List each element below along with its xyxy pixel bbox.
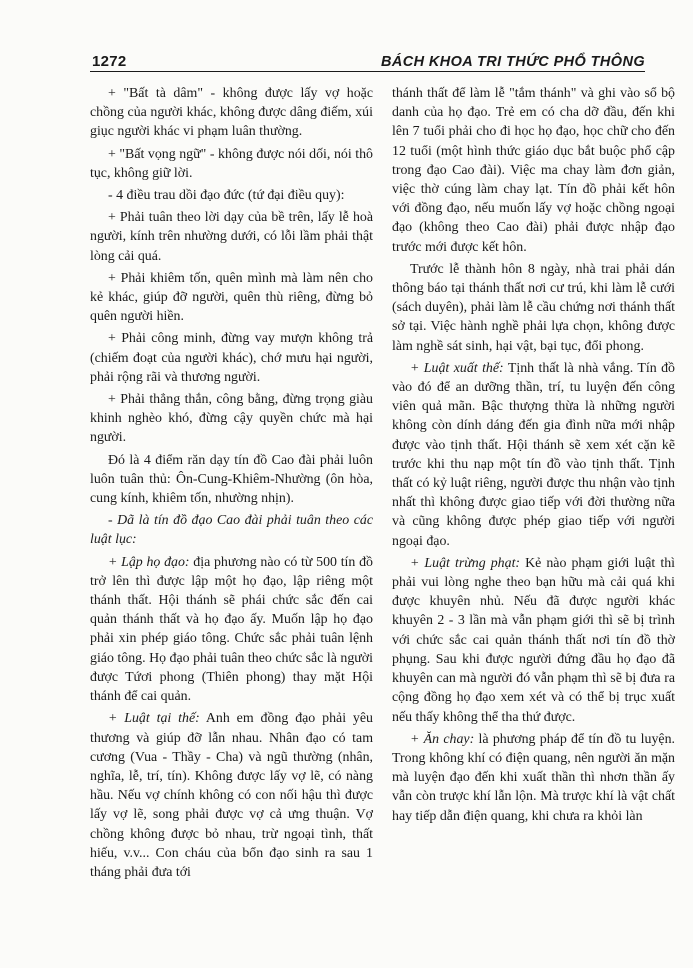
paragraph: + Phải tuân theo lời dạy của bề trên, lấy lễ hoà người, kính trên nhường dưới, có lỗi lầm phải thật lòng cải quá. bbox=[90, 210, 373, 264]
paragraph: + Phải thẳng thắn, công bằng, đừng trọng giàu khinh nghèo khó, đừng cậy quyền chức mà hại người. bbox=[90, 392, 373, 446]
left-column bbox=[90, 84, 373, 885]
paragraph: + Phải khiêm tốn, quên mình mà làm nên cho kẻ khác, giúp đỡ người, quên thù riêng, đừng bỏ quên người hiền. bbox=[90, 270, 373, 325]
paragraph: + "Bất vọng ngữ" - không được nói dối, nói thô tục, không giữ lời. bbox=[90, 146, 373, 181]
page-number: 1272 bbox=[92, 53, 127, 70]
header-rule bbox=[90, 71, 645, 72]
paragraph: thánh thất để làm lễ "tắm thánh" và ghi vào sổ bộ danh của họ đạo. Trẻ em có cha dỡ đầu, đến khi lên 7 tuổi phải cho đi học họ đạo, học chữ cho đến 12 tuổi (một hình thức giáo dục bắt buộc phổ cập trong đạo Cao đài). Việc ma chay làm đơn giản, việc thờ cúng làm chay lạt. Tín đồ phải kết hôn với đồng đạo, nếu muốn lấy vợ hoặc chồng ngoại đạo (không theo Cao đài) phải được nhập đạo trước mới được kết hôn. bbox=[392, 86, 675, 255]
running-title: BÁCH KHOA TRI THỨC PHỔ THÔNG bbox=[380, 54, 645, 70]
paragraph: + "Bất tà dâm" - không được lấy vợ hoặc chồng của người khác, không được dâng điếm, xúi giục người khác vi phạm luân thường. bbox=[90, 86, 373, 140]
paragraph: + Ăn chay: là phương pháp để tín đồ tu luyện. Trong không khí có điện quang, nên người ăn mặn mà luyện đạo đến khi xuất thần thì nhơn thần ấy vẫn còn trược khí lẫn lộn. Mà trược khí là vật chất hay tiếp dẫn điện quang, khi chưa ra khỏi làn bbox=[392, 731, 675, 824]
paragraph: + Lập họ đạo: địa phương nào có từ 500 tín đồ trở lên thì được lập một họ đạo, lập riêng một thánh thất. Hội thánh sẽ phái chức sắc đến cai quản thánh thất và họ đạo ấy. Muốn lập họ đạo phải xin phép giáo tông. Chức sắc phải tuân lệnh giáo tông. Họ đạo phải tuân theo chức sắc là người được Tứơi phong (Thiên phong) thay mặt Hội thánh để cai quản. bbox=[90, 554, 373, 705]
paragraph: + Phải công minh, đừng vay mượn không trả (chiếm đoạt của người khác), chớ mưu hại người, phải rộng rãi và thương người. bbox=[90, 331, 373, 385]
page-header bbox=[92, 48, 645, 70]
paragraph: + Luật xuất thế: Tịnh thất là nhà vắng. Tín đồ vào đó để an dưỡng thần, trí, tu luyện đến công viên quả mãn. Bậc thượng thừa là những người không còn dính dáng đến gia đình nữa mới nhập được vào tịnh thất. Hội thánh sẽ xem xét cặn kẽ trước khi thu nạp một tín đồ vào tịnh thất. Tịnh thất có kỷ luật riêng, người được thu nhận vào tịnh nhất thì không được giao tiếp với đời thường nữa và cũng không được phép giao tiếp với người ngoại đạo. bbox=[392, 360, 676, 549]
paragraph: Trước lễ thành hôn 8 ngày, nhà trai phải dán thông báo tại thánh thất nơi cư trú, khi làm lễ cưới (sách duyên), phải làm lễ cầu chứng nơi thánh thất sở tại. Việc hành nghề phải lựa chọn, không được làm nghề sát sinh, hại vật, bại tục, đổi phong. bbox=[392, 261, 675, 354]
paragraph: Đó là 4 điểm răn dạy tín đồ Cao đài phải luôn luôn tuân thủ: Ôn-Cung-Khiêm-Nhường (ôn hòa, cung kính, khiêm tốn, nhường nhịn). bbox=[90, 452, 373, 507]
paragraph: + Luật trừng phạt: Kẻ nào phạm giới luật thì phải vui lòng nghe theo bạn hữu mà cải quá khi được khuyên nhủ. Nếu đã được người khác khuyên 2 - 3 lần mà vẫn phạm giới thì sẽ bị trình với chức sắc cai quản thánh thất nơi tín đồ thờ phụng. Sau khi được người đứng đầu họ đạo đã khuyên can mà người đó vẫn phạm thì sẽ bị đưa ra cộng đồng họ đạo xem xét và có thể bị trục xuất nếu thấy không thể tha thứ được. bbox=[392, 555, 675, 725]
right-column bbox=[392, 84, 675, 829]
paragraph: + Luật tại thế: Anh em đồng đạo phải yêu thương và giúp đỡ lẫn nhau. Nhân đạo có tam cương (Vua - Thầy - Cha) và ngũ thường (nhân, nghĩa, lễ, trí, tín). Không được lấy vợ lẽ, có nàng hầu. Nếu vợ chính không có con nối hậu thì được lấy vợ lẽ, song phải được vợ cả ưng thuận. Vợ chồng không được bỏ nhau, trừ ngoại tình, thất hiếu, v.v... Con cháu của bổn đạo sinh ra sau 1 tháng phải đưa tới bbox=[90, 711, 373, 880]
paragraph: - 4 điều trau dồi đạo đức (tứ đại điều quy): bbox=[108, 188, 345, 204]
paragraph: - Dã là tín đồ đạo Cao đài phải tuân theo các luật lục: bbox=[90, 513, 373, 548]
